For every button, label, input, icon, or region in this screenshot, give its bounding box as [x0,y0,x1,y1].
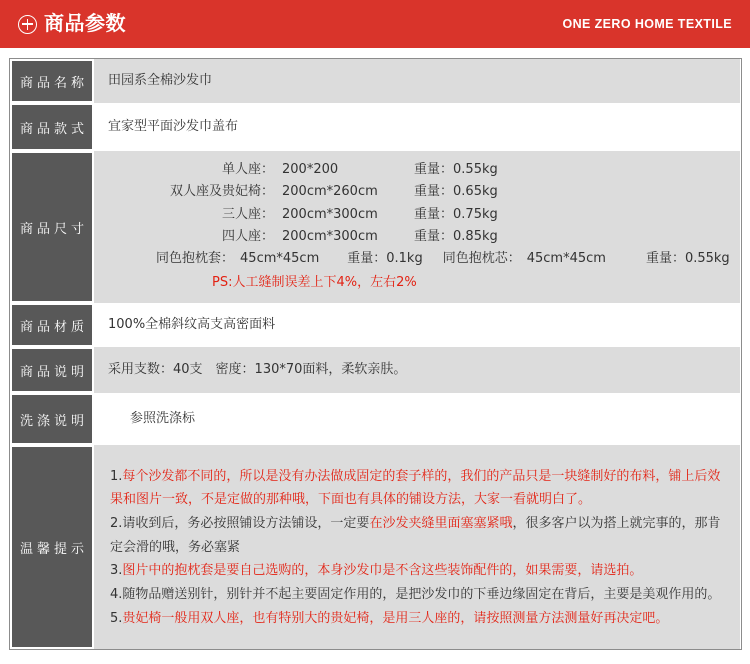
row-value-style: 宜家型平面沙发巾盖布 [94,103,741,151]
size-line [114,226,730,248]
table-row-name [10,59,741,103]
pillow-insert-weight: 重量：0.55kg [645,251,730,267]
tips-item-number: 1. [110,468,123,484]
row-label-tips: 温馨提示 [10,445,94,649]
size-weight: 重量：0.85kg [414,229,498,245]
tips-item-number: 3. [110,563,123,579]
row-label-material: 商品材质 [10,303,94,347]
table-row-description [10,347,741,393]
tips-item [110,559,730,583]
pillow-insert-dimension: 45cm*45cm [526,251,606,267]
row-value-material: 100%全棉斜纹高支高密面料 [94,303,741,347]
size-dimension: 200*200 [282,162,339,177]
row-label-washing: 洗涤说明 [10,393,94,445]
tips-item-text: 随物品赠送别针，别针并不起主要固定作用的，是把沙发巾的下垂边缘固定在背后，主要是美观作用的。 [122,586,721,602]
size-dimension: 200cm*260cm [282,184,378,200]
tips-item-number: 5. [110,610,123,626]
tips-item-number: 4. [110,586,123,602]
tips-item [110,583,730,607]
tips-item-text: 在沙发夹缝里面塞塞紧哦 [369,516,513,531]
spec-table [9,58,742,650]
size-dimension: 200cm*300cm [282,229,378,245]
size-weight: 重量：0.75kg [414,206,498,222]
page-header [0,0,750,48]
row-value-washing: 参照洗涤标 [94,393,741,445]
size-list [108,159,730,295]
size-line [114,159,730,181]
size-seat-label: 单人座： [222,162,275,177]
pillow-insert-label: 同色抱枕芯： [442,251,521,267]
row-label-description: 商品说明 [10,347,94,393]
pillow-cover-label: 同色抱枕套： [156,251,235,267]
row-value-tips [94,445,741,649]
tips-item [110,512,730,559]
tips-item-text: 图片中的抱枕套是要自己选购的，本身沙发巾是不含这些装饰配件的，如果需要，请选拍。 [122,563,643,579]
tips-item-text: 贵妃椅一般用双人座，也有特别大的贵妃椅，是用三人座的，请按照测量方法测量好再决定吧。 [122,610,669,626]
tips-list [108,465,730,631]
header-title-group [18,14,126,34]
size-line [114,204,730,226]
tips-item-text: ，很多客户以为搭上就完事的，那肯定会滑的哦，务必塞紧 [110,516,721,555]
table-row-material [10,303,741,347]
row-value-name: 田园系全棉沙发巾 [94,59,741,103]
size-line [114,181,730,203]
table-row-washing [10,393,741,445]
pillow-cover-dimension: 45cm*45cm [240,251,320,267]
circle-plus-icon [18,15,37,34]
pillow-size-line [114,248,730,270]
size-weight: 重量：0.55kg [414,162,498,177]
tips-item [110,607,730,631]
row-label-size: 商品尺寸 [10,151,94,303]
tips-item [110,465,730,512]
size-ps-note: PS:人工缝制误差上下4%，左右2% [212,274,417,290]
size-seat-label: 四人座： [222,229,275,245]
size-seat-label: 双人座及贵妃椅： [170,184,275,200]
tips-item-text: 每个沙发都不同的，所以是没有办法做成固定的套子样的，我们的产品只是一块缝制好的布料，铺上后效果和图片一致，不是定做的那种哦，下面也有具体的铺设方法，大家一看就明白了。 [110,468,721,508]
table-row-size [10,151,741,303]
table-row-tips [10,445,741,649]
row-label-name: 商品名称 [10,59,94,103]
size-weight: 重量：0.65kg [414,184,498,200]
row-value-description: 采用支数：40支 密度：130*70面料，柔软亲肤。 [94,347,741,393]
brand-name: ONE ZERO HOME TEXTILE [562,17,732,31]
size-dimension: 200cm*300cm [282,206,378,222]
row-value-size [94,151,741,303]
page-title: 商品参数 [44,13,126,35]
size-seat-label: 三人座： [222,206,275,222]
spec-table-wrap [0,48,750,659]
tips-item-text: 请收到后，务必按照铺设方法铺设，一定要 [122,516,370,531]
row-label-style: 商品款式 [10,103,94,151]
pillow-cover-weight: 重量：0.1kg [347,251,423,267]
table-row-style [10,103,741,151]
tips-item-number: 2. [110,516,123,531]
